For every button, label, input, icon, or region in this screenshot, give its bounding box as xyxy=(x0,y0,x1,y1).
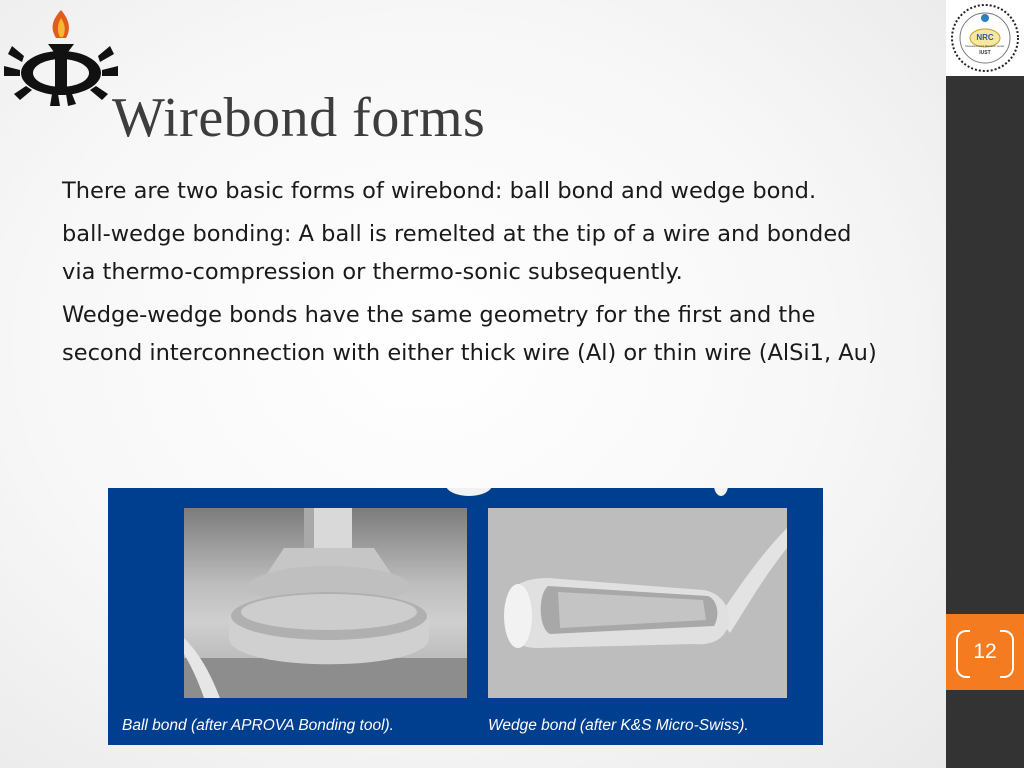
paragraph-ball-wedge: ball-wedge bonding: A ball is remelted at the tip of a wire and bonded via thermo-compression or thermo-sonic subsequently. xyxy=(62,221,852,285)
figure-crop-mark xyxy=(714,488,728,496)
seal-text-iust: IUST xyxy=(979,50,991,56)
slide-title: Wirebond forms xyxy=(112,87,486,149)
ball-bond-image xyxy=(184,508,467,698)
ball-bond-micrograph xyxy=(184,508,467,698)
wedge-bond-micrograph xyxy=(488,508,787,698)
wedge-bond-caption: Wedge bond (after K&S Micro-Swiss). xyxy=(488,717,749,734)
gear-torch-logo xyxy=(0,6,122,106)
wedge-bond-image xyxy=(488,508,787,698)
paragraph-basic-forms: There are two basic forms of wirebond: ball bond and wedge bond. xyxy=(62,178,817,204)
wirebond-figure xyxy=(108,488,823,745)
right-brace-icon xyxy=(1000,630,1014,678)
page-number: 12 xyxy=(973,640,997,663)
slide-body xyxy=(62,172,882,377)
ball-bond-caption: Ball bond (after APROVA Bonding tool). xyxy=(122,717,394,734)
page-number-tab xyxy=(946,614,1024,690)
seal-text-center: Nanoelectronics Research Center xyxy=(965,45,1005,48)
paragraph-wedge-wedge: Wedge-wedge bonds have the same geometry for the first and the second interconnection with either thick wire (Al) or thin wire (AlSi1, Au) xyxy=(62,302,877,366)
nrc-seal-logo xyxy=(948,2,1022,74)
figure-crop-mark xyxy=(446,488,492,496)
seal-text-nrc: NRC xyxy=(976,33,994,42)
